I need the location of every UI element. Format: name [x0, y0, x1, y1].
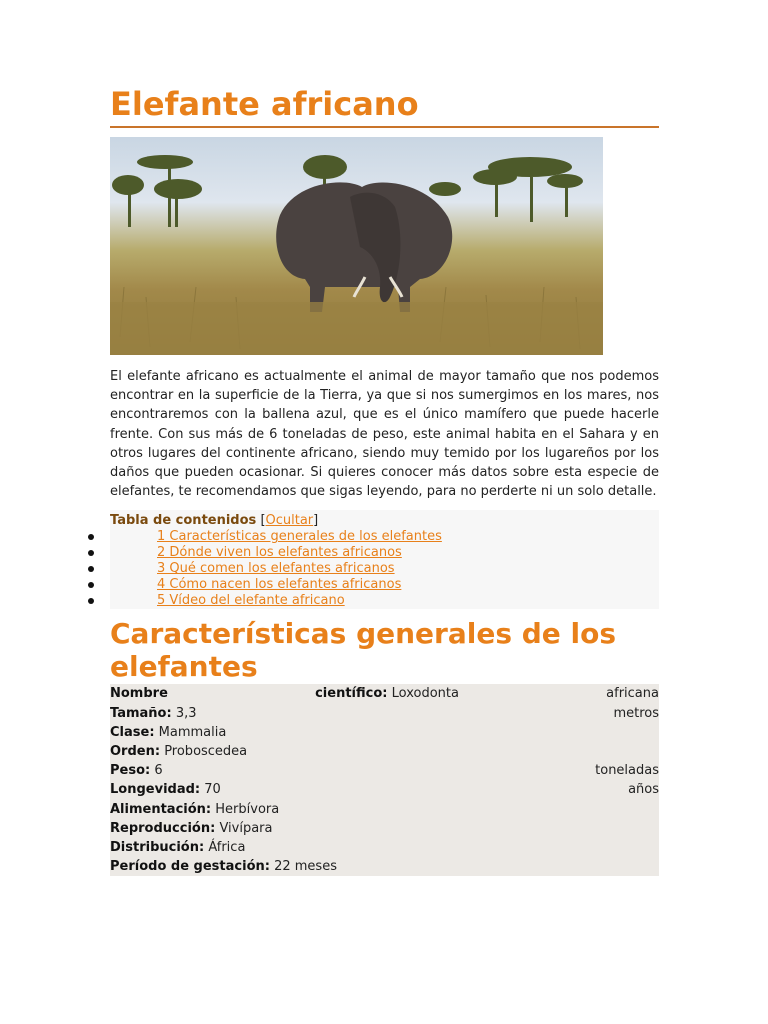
toc-link-como-nacen[interactable]: 4 Cómo nacen los elefantes africanos: [157, 577, 402, 593]
facts-box: [110, 684, 659, 876]
fact-nombre: [110, 684, 659, 703]
elephant-photo: [110, 137, 603, 355]
toc-link-donde-viven[interactable]: 2 Dónde viven los elefantes africanos: [157, 545, 402, 561]
fact-value: 22 meses: [274, 859, 337, 875]
toc-item: [110, 577, 659, 593]
fact-reproduccion: [110, 819, 659, 838]
fact-clase: [110, 723, 659, 742]
toc-link-video[interactable]: 5 Vídeo del elefante africano: [157, 593, 345, 609]
fact-value: 6: [154, 763, 163, 779]
bullet-icon: [88, 598, 94, 604]
toc-item: [110, 529, 659, 545]
table-of-contents: [110, 510, 659, 609]
bullet-icon: [88, 550, 94, 556]
toc-link-que-comen[interactable]: 3 Qué comen los elefantes africanos: [157, 561, 395, 577]
fact-value: 3,3: [175, 705, 197, 721]
fact-alimentacion: [110, 800, 659, 819]
fact-value: africana: [606, 686, 659, 702]
fact-label: Orden:: [110, 744, 161, 760]
fact-value: Loxodonta: [391, 686, 459, 702]
bullet-icon: [88, 566, 94, 572]
fact-label: Nombre: [110, 686, 168, 702]
fact-label: Peso:: [110, 763, 151, 779]
fact-unit: metros: [613, 705, 659, 721]
section-title: Características generales de los elefantes: [110, 617, 617, 684]
fact-value: Herbívora: [215, 801, 280, 817]
toc-list: [110, 529, 659, 609]
fact-label: científico:: [315, 686, 388, 702]
fact-tamano: [110, 704, 659, 723]
fact-label: Clase:: [110, 724, 155, 740]
toc-label: Tabla de contenidos: [110, 513, 257, 529]
fact-distribucion: [110, 838, 659, 857]
toc-toggle-link[interactable]: Ocultar: [265, 513, 314, 529]
bullet-icon: [88, 582, 94, 588]
fact-label: Longevidad:: [110, 782, 201, 798]
toc-header: [110, 512, 659, 529]
toc-item: [110, 561, 659, 577]
fact-orden: [110, 742, 659, 761]
fact-value: 70: [204, 782, 221, 798]
fact-unit: toneladas: [595, 763, 659, 779]
fact-longevidad: [110, 780, 659, 799]
fact-peso: [110, 761, 659, 780]
intro-paragraph: El elefante africano es actualmente el animal de mayor tamaño que nos podemos encontrar en la superficie de la Tierra, ya que si nos sumergimos en los mares, nos encontraremos con la ballena azul, que es el único mamífero que puede hacerle frente. Con sus más de 6 toneladas de peso, este animal habita en el Sahara y en otros lugares del continente africano, siendo muy temido por los lugareños por los daños que pueden ocasionar. Si quieres conocer más datos sobre esta especie de elefantes, te recomendamos que sigas leyendo, para no perderte ni un solo detalle.: [110, 369, 659, 500]
toc-item: [110, 545, 659, 561]
fact-unit: años: [628, 782, 659, 798]
toc-bracket-close: ]: [313, 513, 319, 529]
fact-value: África: [208, 840, 246, 856]
fact-label: Distribución:: [110, 840, 205, 856]
article: [110, 84, 659, 876]
fact-label: Período de gestación:: [110, 859, 270, 875]
fact-label: Tamaño:: [110, 705, 172, 721]
toc-link-caracteristicas[interactable]: 1 Características generales de los elefantes: [157, 529, 442, 545]
toc-item: [110, 593, 659, 609]
fact-gestacion: [110, 857, 659, 876]
fact-value: Mammalia: [158, 724, 227, 740]
fact-label: Reproducción:: [110, 820, 216, 836]
fact-value: Vivípara: [219, 820, 273, 836]
fact-label: Alimentación:: [110, 801, 212, 817]
page-title: Elefante africano: [110, 84, 659, 128]
bullet-icon: [88, 534, 94, 540]
toc-bracket-open: [: [260, 513, 266, 529]
fact-value: Proboscedea: [164, 744, 248, 760]
